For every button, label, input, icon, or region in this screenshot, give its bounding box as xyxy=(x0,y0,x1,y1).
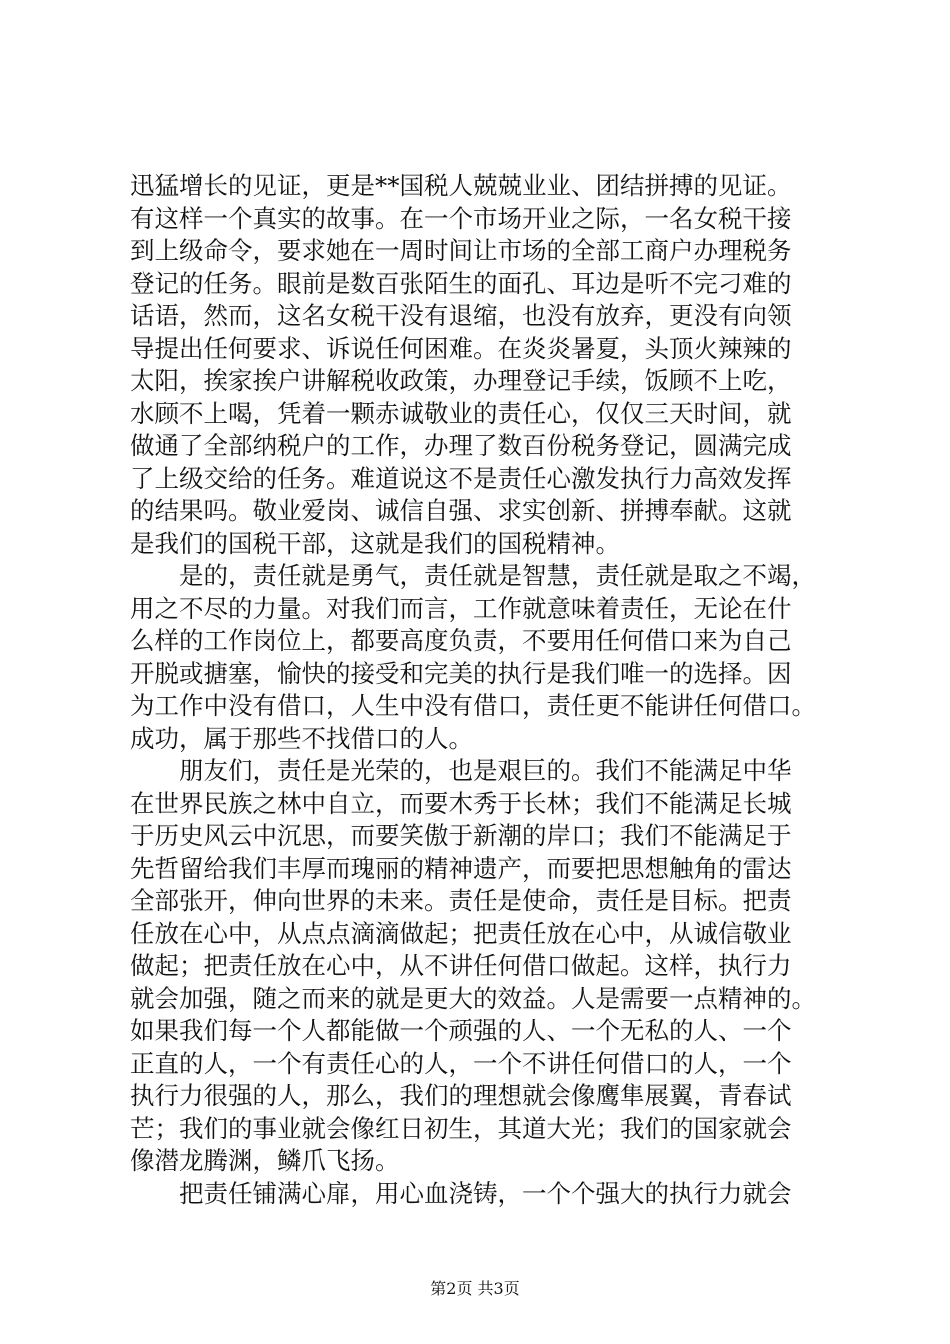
text-line: 是我们的国税干部，这就是我们的国税精神。 xyxy=(130,528,620,558)
paragraph-start-line: 是的，责任就是勇气，责任就是智慧，责任就是取之不竭， xyxy=(179,561,816,590)
text-line: 么样的工作岗位上，都要高度负责，不要用任何借口来为自己 xyxy=(130,626,792,655)
text-line: 为工作中没有借口，人生中没有借口，责任更不能讲任何借口。 xyxy=(130,691,816,720)
text-line: 正直的人，一个有责任心的人，一个不讲任何借口的人，一个 xyxy=(130,1048,792,1078)
text-line: 全部张开，伸向世界的未来。责任是使命，责任是目标。把责 xyxy=(130,886,792,915)
text-line: 到上级命令，要求她在一周时间让市场的全部工商户办理税务 xyxy=(130,236,792,265)
text-line: 导提出任何要求、诉说任何困难。在炎炎暑夏，头顶火辣辣的 xyxy=(130,333,792,363)
text-line: 有这样一个真实的故事。在一个市场开业之际，一名女税干接 xyxy=(130,203,792,233)
text-line: 登记的任务。眼前是数百张陌生的面孔、耳边是听不完刁难的 xyxy=(130,268,792,298)
text-line: 做起；把责任放在心中，从不讲任何借口做起。这样，执行力 xyxy=(130,951,792,980)
paragraph-start-line: 朋友们，责任是光荣的，也是艰巨的。我们不能满足中华 xyxy=(179,756,792,785)
text-line: 用之不尽的力量。对我们而言，工作就意味着责任，无论在什 xyxy=(130,593,792,623)
text-line: 如果我们每一个人都能做一个顽强的人、一个无私的人、一个 xyxy=(130,1016,792,1045)
text-line: 水顾不上喝，凭着一颗赤诚敬业的责任心，仅仅三天时间，就 xyxy=(130,398,792,428)
text-line: 话语，然而，这名女税干没有退缩，也没有放弃，更没有向领 xyxy=(130,301,792,330)
text-line: 开脱或搪塞，愉快的接受和完美的执行是我们唯一的选择。因 xyxy=(130,658,792,688)
text-line: 做通了全部纳税户的工作，办理了数百份税务登记，圆满完成 xyxy=(130,431,792,460)
text-line: 太阳，挨家挨户讲解税收政策，办理登记手续，饭顾不上吃， xyxy=(130,366,792,395)
text-line: 成功，属于那些不找借口的人。 xyxy=(130,723,473,753)
text-line: 执行力很强的人，那么，我们的理想就会像鹰隼展翼，青春试 xyxy=(130,1081,792,1110)
text-line: 了上级交给的任务。难道说这不是责任心激发执行力高效发挥 xyxy=(130,463,792,493)
text-line: 就会加强，随之而来的就是更大的效益。人是需要一点精神的。 xyxy=(130,983,816,1013)
text-line: 像潜龙腾渊，鳞爪飞扬。 xyxy=(130,1146,400,1175)
text-line: 任放在心中，从点点滴滴做起；把责任放在心中，从诚信敬业 xyxy=(130,918,792,948)
text-line: 在世界民族之林中自立，而要木秀于长林；我们不能满足长城 xyxy=(130,788,792,818)
page-number-footer: 第2页 共3页 xyxy=(430,1279,520,1298)
text-line: 迅猛增长的见证，更是**国税人兢兢业业、团结拼搏的见证。 xyxy=(130,171,792,200)
text-line: 先哲留给我们丰厚而瑰丽的精神遗产，而要把思想触角的雷达 xyxy=(130,853,792,883)
text-line: 于历史风云中沉思，而要笑傲于新潮的岸口；我们不能满足于 xyxy=(130,821,792,850)
paragraph-start-line: 把责任铺满心扉，用心血浇铸，一个个强大的执行力就会 xyxy=(179,1178,792,1208)
document-body xyxy=(130,170,835,1210)
text-line: 芒；我们的事业就会像红日初生，其道大光；我们的国家就会 xyxy=(130,1113,792,1143)
text-line: 的结果吗。敬业爱岗、诚信自强、求实创新、拼搏奉献。这就 xyxy=(130,496,792,525)
